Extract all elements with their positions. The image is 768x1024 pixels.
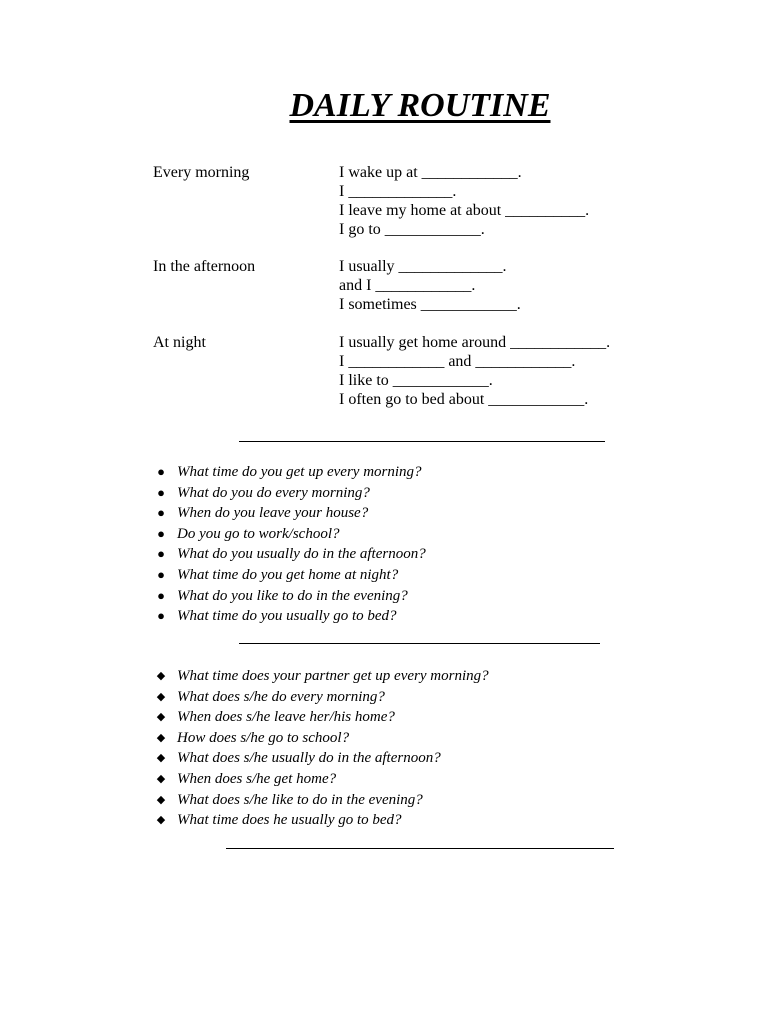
question-text: What do you usually do in the afternoon?	[177, 546, 426, 563]
routine-line: and I ____________.	[339, 277, 476, 294]
list-item	[0, 707, 768, 728]
bullet-diamond-icon: ◆	[156, 670, 166, 682]
routine-line: I leave my home at about __________.	[339, 202, 590, 219]
routine-line: I wake up at ____________.	[339, 164, 522, 181]
routine-label: In the afternoon	[153, 258, 256, 275]
section-divider	[239, 441, 605, 442]
question-list-partner	[0, 666, 768, 831]
list-item	[0, 524, 768, 545]
bullet-dot-icon: ●	[157, 484, 165, 500]
list-item	[0, 483, 768, 504]
routine-label: At night	[153, 334, 206, 351]
list-item	[0, 565, 768, 586]
bullet-dot-icon: ●	[157, 464, 165, 479]
routine-line: I go to ____________.	[339, 221, 485, 238]
list-item	[0, 810, 768, 831]
question-text: Do you go to work/school?	[177, 525, 340, 542]
routine-lines	[339, 163, 589, 239]
list-item	[0, 769, 768, 790]
question-text: When does s/he leave her/his home?	[177, 709, 395, 726]
question-text: When do you leave your house?	[177, 505, 369, 522]
question-text: What time does he usually go to bed?	[177, 812, 402, 829]
bullet-dot-icon: ●	[157, 546, 165, 562]
question-text: What do you like to do in the evening?	[177, 587, 408, 604]
routine-line: I sometimes ____________.	[339, 296, 521, 313]
question-list-you	[0, 462, 768, 627]
question-text: What time do you get home at night?	[177, 566, 399, 583]
bullet-dot-icon: ●	[157, 505, 165, 521]
question-text: What do you do every morning?	[177, 484, 370, 501]
section-divider	[239, 643, 600, 644]
question-text: What does s/he usually do in the afternoon?	[177, 750, 441, 767]
routine-line: I ____________ and ____________.	[339, 353, 576, 370]
page-title: DAILY ROUTINE	[289, 87, 551, 124]
bullet-dot-icon: ●	[157, 608, 165, 624]
routine-line: I _____________.	[339, 183, 457, 200]
list-item	[0, 462, 768, 483]
routine-lines	[339, 333, 610, 409]
bullet-dot-icon: ●	[157, 525, 165, 541]
bullet-diamond-icon: ◆	[156, 731, 166, 744]
question-text: What time does your partner get up every morning?	[177, 668, 489, 684]
routine-label: Every morning	[153, 164, 250, 181]
list-item	[0, 666, 768, 687]
list-item	[0, 687, 768, 708]
bullet-dot-icon: ●	[157, 566, 165, 582]
question-text: When does s/he get home?	[177, 770, 337, 787]
bullet-diamond-icon: ◆	[156, 814, 166, 827]
question-text: What does s/he like to do in the evening?	[177, 791, 423, 808]
list-item	[0, 748, 768, 769]
list-item	[0, 790, 768, 811]
list-item	[0, 544, 768, 565]
list-item	[0, 606, 768, 627]
bullet-diamond-icon: ◆	[156, 752, 166, 765]
routine-line: I usually get home around ____________.	[339, 334, 611, 351]
routine-line: I often go to bed about ____________.	[339, 391, 589, 408]
bullet-diamond-icon: ◆	[156, 793, 166, 806]
question-text: What time do you get up every morning?	[177, 464, 422, 480]
bullet-diamond-icon: ◆	[156, 690, 166, 703]
list-item	[0, 503, 768, 524]
question-text: What time do you usually go to bed?	[177, 608, 397, 625]
list-item	[0, 728, 768, 749]
bullet-dot-icon: ●	[157, 587, 165, 603]
list-item	[0, 586, 768, 607]
routine-line: I usually _____________.	[339, 258, 507, 275]
question-text: What does s/he do every morning?	[177, 688, 385, 705]
routine-line: I like to ____________.	[339, 372, 493, 389]
bullet-diamond-icon: ◆	[156, 772, 166, 785]
routine-lines	[339, 257, 521, 314]
bullet-diamond-icon: ◆	[156, 711, 166, 724]
question-text: How does s/he go to school?	[177, 729, 350, 746]
section-divider	[226, 848, 614, 849]
